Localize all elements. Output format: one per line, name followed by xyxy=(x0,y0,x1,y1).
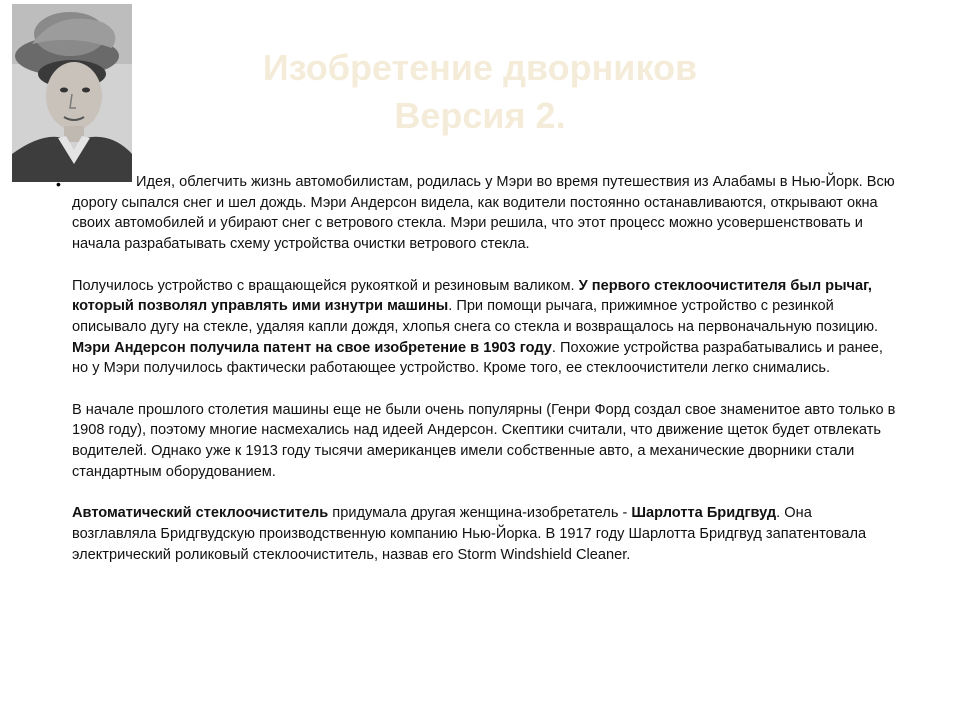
body-text xyxy=(72,172,900,565)
paragraph-3-rest: . Похожие устройства разрабатывались и ранее, но у Мэри получилось фактически работающее устройство. Кроме того, ее стеклоочистители легко снимались. xyxy=(72,339,883,377)
portrait-illustration xyxy=(12,4,132,182)
slide-title xyxy=(140,44,820,140)
paragraph-1: Идея, облегчить жизнь автомобилистам, родилась у Мэри во время путешествия из Алабамы в Нью-Йорк. Всю дорогу сыпался снег и шел дождь. Мэри Андерсон видела, как водители постоянно останавливаются, открывают окна своих автомобилей и убирают снег с ветрового стекла. Мэри решила, что этот процесс можно усовершенствовать и начала разрабатывать схему устройства очистки ветрового стекла. xyxy=(72,174,895,253)
paragraph-5-text-1: придумала другая женщина-изобретатель - xyxy=(328,505,632,522)
paragraph-5-highlight-2: Шарлотта Бридгвуд xyxy=(631,505,777,522)
paragraph-2-intro: Получилось устройство с вращающейся рукояткой и резиновым валиком. xyxy=(72,277,579,294)
paragraph-4: В начале прошлого столетия машины еще не были очень популярны (Генри Форд создал свое знаменитое авто только в 1908 году), поэтому многие насмехались над идеей Андерсон. Скептики считали, что движение щеток будет отвлекать водителей. Однако уже к 1913 году тысячи американцев имели собственные авто, а механические дворники стали стандартным оборудованием. xyxy=(72,401,896,480)
paragraph-5-text-2: . Она возглавляла Бридгвудскую производственную компанию Нью-Йорка. В 1917 году Шарлотта Бридгвуд запатентовала электрический роликовый стеклоочиститель, назвав его Storm Windshield Cleaner. xyxy=(72,505,867,563)
bullet-marker: • xyxy=(56,176,61,192)
paragraph-5 xyxy=(72,503,900,565)
paragraph-3-highlight: Мэри Андерсон получила патент на свое изобретение в 1903 году xyxy=(72,339,552,356)
paragraph-2 xyxy=(72,276,900,338)
title-line-1: Изобретение дворников xyxy=(262,47,698,88)
portrait-photo xyxy=(12,4,132,182)
spacer xyxy=(72,255,900,276)
title-line-2: Версия 2. xyxy=(394,95,566,136)
paragraph-3 xyxy=(72,338,900,379)
spacer xyxy=(72,379,900,400)
spacer xyxy=(72,483,900,504)
paragraph-2-highlight: У первого стеклоочистителя был рычаг, который позволял управлять ими изнутри машины xyxy=(72,277,872,315)
paragraph-5-highlight-1: Автоматический стеклоочиститель xyxy=(72,505,329,522)
paragraph-2-rest: . При помощи рычага, прижимное устройство с резинкой описывало дугу на стекле, удаляя капли дождя, хлопья снега со стекла и возвращалось на первоначальную позицию. xyxy=(72,298,879,335)
